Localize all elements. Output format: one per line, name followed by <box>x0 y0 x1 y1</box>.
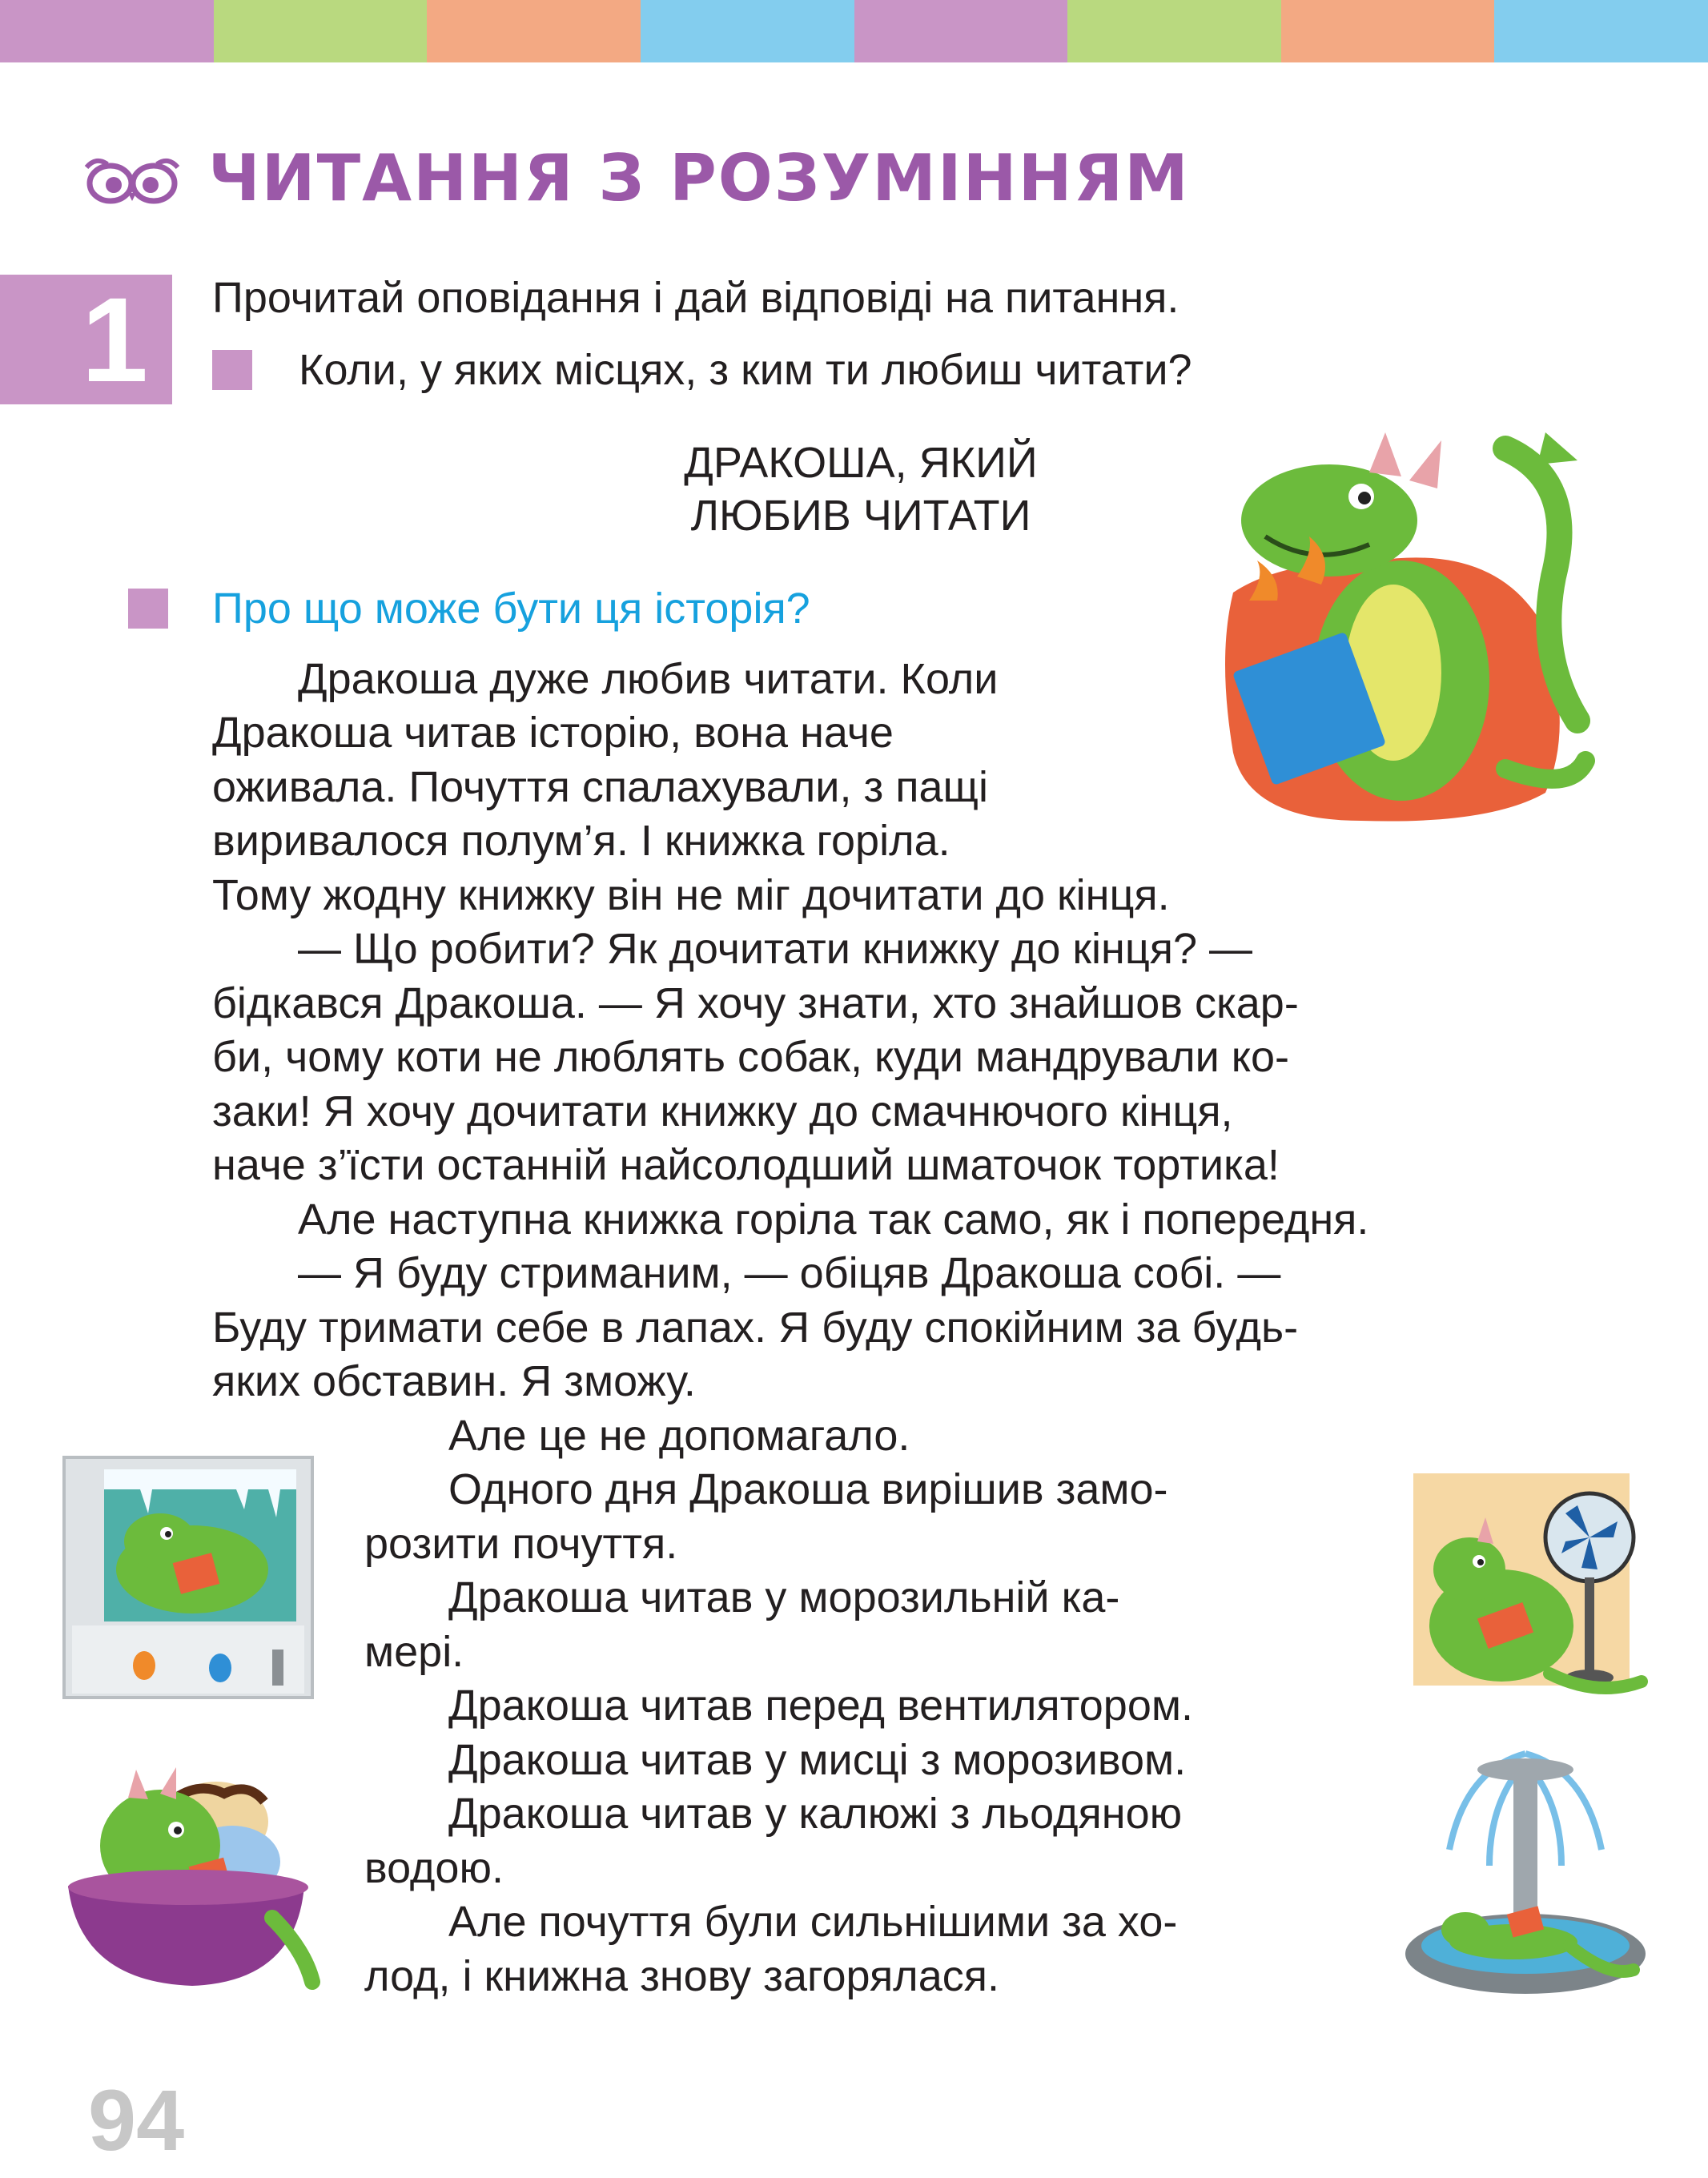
section-heading <box>80 138 1190 218</box>
story-line: яких обставин. Я зможу. <box>212 1357 696 1405</box>
story-line: Одного дня Дракоша вирішив замо- <box>448 1465 1168 1513</box>
stripe <box>1067 0 1281 62</box>
story-line: — Що робити? Як дочитати книжку до кінця? — <box>298 925 1253 973</box>
story-line: бідкався Дракоша. — Я хочу знати, хто знайшов скар- <box>212 979 1299 1027</box>
owl-eyes-icon <box>80 150 184 206</box>
story-line: Але почуття були сильнішими за хо- <box>448 1898 1178 1946</box>
stripe <box>427 0 641 62</box>
story-line: оживала. Почуття спалахували, з пащі <box>212 763 988 811</box>
header-color-stripes <box>0 0 1708 62</box>
stripe <box>214 0 428 62</box>
story-line: лод, і книжна знову загорялася. <box>364 1952 999 2000</box>
story-line: наче з’їсти останній найсолодший шматочок тортика! <box>212 1141 1280 1189</box>
stripe <box>641 0 854 62</box>
section-title: ЧИТАННЯ З РОЗУМІННЯМ <box>208 140 1190 215</box>
dragon-in-freezer <box>56 1453 320 1710</box>
stripe <box>1494 0 1708 62</box>
task-instruction: Прочитай оповідання і дай відповіді на питання. <box>212 274 1180 322</box>
story-line: Буду тримати себе в лапах. Я буду спокійним за будь- <box>212 1304 1299 1352</box>
story-line: Дракоша читав перед вентилятором. <box>448 1682 1193 1730</box>
task-number-badge: 1 <box>0 275 172 404</box>
question-square-marker <box>128 589 168 629</box>
story-line: виривалося полум’я. І книжка горіла. <box>212 817 950 865</box>
dragon-in-ice-cream-bowl <box>64 1750 320 1990</box>
dragon-in-fountain <box>1393 1738 1658 2002</box>
story-line: мері. <box>364 1628 464 1676</box>
stripe <box>0 0 214 62</box>
story-line: Дракоша дуже любив читати. Коли <box>298 655 999 703</box>
story-line: Дракоша читав історію, вона наче <box>212 709 894 757</box>
dragon-reading-burning-book <box>1201 416 1610 833</box>
story-line: заки! Я хочу дочитати книжку до смачнючого кінця, <box>212 1087 1233 1135</box>
story-line: Дракоша читав у мисці з морозивом. <box>448 1736 1187 1784</box>
story-line: розити почуття. <box>364 1520 678 1568</box>
story-question: Про що може бути ця історія? <box>212 585 810 633</box>
stripe <box>854 0 1068 62</box>
story-line: Дракоша читав у морозильній ка- <box>448 1573 1120 1621</box>
story-line: — Я буду стриманим, — обіцяв Дракоша собі. — <box>298 1249 1281 1297</box>
story-title-line: ЛЮБИВ ЧИТАТИ <box>690 492 1031 540</box>
dragon-in-front-of-fan <box>1405 1465 1654 1714</box>
story-line: водою. <box>364 1844 504 1892</box>
prompt-square-marker <box>212 350 252 390</box>
story-title-line: ДРАКОША, ЯКИЙ <box>684 439 1038 487</box>
story-line: би, чому коти не люблять собак, куди мандрували ко- <box>212 1033 1290 1081</box>
story-title <box>609 436 1113 542</box>
story-line: Але це не допомагало. <box>448 1412 910 1460</box>
story-line: Але наступна книжка горіла так само, як і попередня. <box>298 1195 1369 1244</box>
story-line: Дракоша читав у калюжі з льодяною <box>448 1790 1183 1838</box>
page-number: 94 <box>88 2072 185 2168</box>
story-line: Тому жодну книжку він не міг дочитати до кінця. <box>212 871 1170 919</box>
task-prompt: Коли, у яких місцях, з ким ти любиш читати? <box>299 346 1192 394</box>
stripe <box>1281 0 1495 62</box>
